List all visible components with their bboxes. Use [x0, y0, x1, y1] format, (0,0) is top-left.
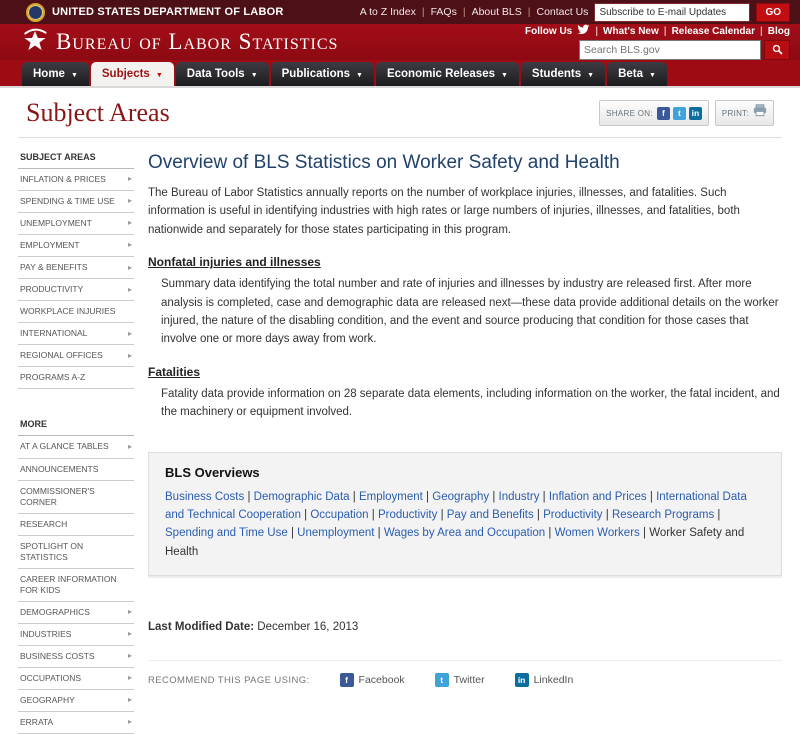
last-modified — [148, 618, 782, 636]
sidebar-item-spending-time-use[interactable] — [18, 191, 134, 213]
overview-current-page: Worker Safety and Health — [165, 527, 745, 558]
share-box — [599, 100, 709, 126]
twitter-icon[interactable]: t — [673, 107, 686, 120]
recommend-label: RECOMMEND THIS PAGE USING: — [148, 674, 310, 686]
sidebar-item-unemployment[interactable] — [18, 213, 134, 235]
sidebar-item-at-a-glance-tables[interactable] — [18, 436, 134, 458]
sidebar-item-workplace-injuries[interactable] — [18, 301, 134, 323]
tab-label: Subjects — [101, 68, 150, 80]
chevron-down-icon: ▼ — [500, 71, 508, 79]
separator: | — [349, 490, 359, 503]
utility-link-faqs[interactable]: FAQs — [430, 6, 457, 18]
separator: | — [646, 490, 657, 503]
utility-bar — [0, 0, 800, 24]
print-label: PRINT: — [721, 108, 749, 118]
twitter-bird-icon[interactable] — [577, 24, 590, 38]
separator: | — [368, 508, 378, 521]
share-label: SHARE ON: — [606, 108, 653, 118]
overview-link[interactable]: Wages by Area and Occupation — [383, 527, 546, 540]
chevron-down-icon: ▼ — [649, 71, 656, 79]
overview-link[interactable]: Spending and Time Use — [165, 527, 288, 540]
tab-label: Beta — [618, 68, 643, 80]
section-body-fatalities: Fatality data provide information on 28 separate data elements, including information on the worker, the fatal incident, and the machinery or equipment involved. — [161, 387, 780, 419]
chevron-right-icon: ▸ — [127, 717, 132, 727]
sidebar-item-errata[interactable] — [18, 712, 134, 734]
sidebar-item-label: COMMISSIONER'S CORNER — [20, 485, 95, 507]
recommend-facebook-label: Facebook — [358, 674, 405, 687]
dol-seal-icon — [26, 3, 45, 22]
overview-link[interactable]: Unemployment — [297, 527, 375, 540]
utility-link-contact-us[interactable]: Contact Us — [536, 6, 589, 18]
tab-label: Data Tools — [186, 68, 245, 80]
overview-link[interactable]: Research Programs — [611, 508, 715, 521]
chevron-down-icon: ▼ — [587, 71, 595, 79]
page — [0, 88, 800, 734]
sidebar-section-more — [18, 413, 134, 734]
page-title: Subject Areas — [26, 98, 170, 127]
sidebar-item-label: UNEMPLOYMENT — [20, 218, 92, 229]
brand-bar — [0, 24, 800, 60]
utility-tools — [360, 3, 790, 22]
printer-icon — [753, 104, 767, 122]
overview-link[interactable]: Productivity — [543, 508, 603, 521]
tab-label: Publications — [281, 68, 351, 80]
overviews-title: BLS Overviews — [165, 464, 260, 480]
brand-link-release-calendar[interactable]: Release Calendar — [671, 25, 755, 37]
recommend-row — [148, 660, 782, 687]
chevron-down-icon: ▼ — [356, 71, 363, 79]
sidebar-item-label: PROGRAMS A-Z — [20, 372, 86, 383]
separator: | — [244, 490, 254, 503]
sidebar-item-research[interactable] — [18, 514, 134, 536]
chevron-right-icon: ▸ — [127, 629, 132, 639]
go-button[interactable]: GO — [756, 3, 790, 22]
tab-home[interactable] — [22, 62, 89, 86]
separator: | — [421, 6, 425, 18]
main-nav — [0, 60, 800, 88]
chevron-right-icon: ▸ — [127, 328, 132, 338]
tab-beta[interactable] — [607, 62, 667, 86]
tab-publications[interactable] — [271, 62, 374, 86]
utility-links — [360, 6, 589, 18]
sidebar-item-business-costs[interactable] — [18, 646, 134, 668]
utility-link-a-to-z-index[interactable]: A to Z Index — [359, 6, 416, 18]
overview-link[interactable]: Pay and Benefits — [446, 508, 534, 521]
main-content — [148, 146, 782, 734]
chevron-right-icon: ▸ — [127, 350, 132, 360]
overview-link[interactable]: Geography — [432, 490, 490, 503]
separator: | — [602, 508, 612, 521]
tab-data-tools[interactable] — [176, 62, 269, 86]
brand-link-blog[interactable]: Blog — [767, 25, 790, 37]
overview-links — [165, 488, 765, 562]
separator: | — [759, 25, 763, 37]
follow-row — [525, 24, 790, 38]
bls-star-icon — [22, 27, 48, 57]
sidebar-item-label: CAREER INFORMATION FOR KIDS — [20, 573, 117, 595]
separator: | — [714, 508, 721, 521]
sidebar-item-programs-a-z[interactable] — [18, 367, 134, 389]
content-heading: Overview of BLS Statistics on Worker Safety and Health — [148, 152, 620, 173]
separator: | — [489, 490, 499, 503]
sidebar-item-label: PAY & BENEFITS — [20, 262, 88, 273]
separator: | — [462, 6, 466, 18]
separator: | — [533, 508, 544, 521]
separator: | — [437, 508, 447, 521]
search-input[interactable] — [579, 40, 761, 60]
agency-branding — [26, 3, 283, 22]
sidebar-item-pay-benefits[interactable] — [18, 257, 134, 279]
brand-title: Bureau of Labor Statistics — [56, 29, 339, 54]
chevron-right-icon: ▸ — [127, 284, 132, 294]
overview-link[interactable]: Business Costs — [165, 490, 245, 503]
chevron-right-icon: ▸ — [127, 673, 132, 683]
overview-link[interactable]: Productivity — [377, 508, 438, 521]
separator: | — [639, 527, 650, 540]
chevron-right-icon: ▸ — [127, 262, 132, 272]
chevron-right-icon: ▸ — [127, 441, 132, 451]
tab-economic-releases[interactable] — [376, 62, 519, 86]
share-icons — [657, 107, 702, 120]
overview-link[interactable]: Industry — [498, 490, 540, 503]
recommend-twitter-label: Twitter — [453, 674, 485, 687]
agency-name: UNITED STATES DEPARTMENT OF LABOR — [52, 6, 284, 18]
separator: | — [300, 508, 311, 521]
tab-label: Home — [33, 68, 65, 80]
recommend-icons — [310, 673, 574, 687]
chevron-down-icon: ▼ — [70, 71, 78, 79]
subscribe-email-input[interactable] — [594, 3, 750, 22]
sidebar-item-label: ANNOUNCEMENTS — [20, 463, 99, 474]
separator: | — [287, 527, 298, 540]
linkedin-icon[interactable]: in — [515, 673, 529, 687]
chevron-right-icon: ▸ — [127, 240, 132, 250]
sidebar-header: SUBJECT AREAS — [18, 146, 134, 169]
recommend-twitter[interactable] — [435, 673, 485, 687]
sidebar-item-occupations[interactable] — [18, 668, 134, 690]
sidebar-item-label: GEOGRAPHY — [20, 695, 75, 706]
sidebar-item-announcements[interactable] — [18, 459, 134, 481]
title-row — [18, 88, 782, 137]
sidebar-item-productivity[interactable] — [18, 279, 134, 301]
overview-link[interactable]: Inflation and Prices — [548, 490, 647, 503]
chevron-right-icon: ▸ — [127, 651, 132, 661]
section-nonfatal — [148, 255, 782, 349]
tab-label: Students — [531, 68, 582, 80]
sidebar-item-label: EMPLOYMENT — [20, 240, 80, 251]
search-icon — [772, 43, 783, 58]
intro-paragraph: The Bureau of Labor Statistics annually reports on the number of workplace injuries, illnesses, and fatalities. Such information is useful in identifying industries with high rates or large numbers of injuries, illnesses, and fatalities, both nationwide and separately for those states participating in this program. — [148, 187, 740, 236]
sidebar-item-label: WORKPLACE INJURIES — [20, 306, 116, 317]
separator: | — [422, 490, 433, 503]
sidebar-item-label: INTERNATIONAL — [20, 328, 88, 339]
separator: | — [374, 527, 384, 540]
overview-link[interactable]: Employment — [358, 490, 423, 503]
sidebar-item-career-information-for-kids[interactable] — [18, 569, 134, 602]
sidebar-item-demographics[interactable] — [18, 602, 134, 624]
facebook-icon[interactable]: f — [340, 673, 354, 687]
separator: | — [527, 6, 531, 18]
sidebar-section-subject-areas — [18, 146, 134, 389]
brand-tools — [525, 24, 790, 60]
overview-link[interactable]: International Data and Technical Cooperation — [165, 490, 747, 521]
sidebar-item-label: BUSINESS COSTS — [20, 650, 95, 661]
section-heading-fatalities: Fatalities — [148, 364, 201, 379]
recommend-facebook[interactable] — [340, 673, 405, 687]
sidebar-header: MORE — [18, 413, 134, 436]
overview-link[interactable]: Women Workers — [554, 527, 640, 540]
sidebar-item-spotlight-on-statistics[interactable] — [18, 536, 134, 569]
recommend-linkedin[interactable] — [515, 673, 574, 687]
title-tools — [599, 100, 774, 126]
sidebar — [18, 146, 134, 734]
search-button[interactable] — [764, 40, 790, 60]
sidebar-item-regional-offices[interactable] — [18, 345, 134, 367]
section-body-nonfatal: Summary data identifying the total number and rate of injuries and illnesses by industry are released first. After more analysis is completed, case and demographic data are released next—these data provide additional details on the worker injured, the nature of the disabling condition, and the event and source producing that condition for those cases that involve one or more days away from work. — [161, 278, 779, 346]
search-row — [579, 40, 790, 60]
chevron-right-icon: ▸ — [127, 218, 132, 228]
twitter-icon[interactable]: t — [435, 673, 449, 687]
tab-students[interactable] — [521, 62, 605, 86]
section-heading-nonfatal: Nonfatal injuries and illnesses — [148, 255, 321, 270]
separator: | — [595, 25, 599, 37]
sidebar-item-label: SPOTLIGHT ON STATISTICS — [20, 540, 84, 562]
chevron-down-icon: ▼ — [155, 71, 163, 79]
bls-logo — [22, 27, 338, 57]
sidebar-item-inflation-prices[interactable] — [18, 169, 134, 191]
sidebar-item-label: RESEARCH — [20, 518, 68, 529]
facebook-icon[interactable]: f — [657, 107, 670, 120]
chevron-right-icon: ▸ — [127, 196, 132, 206]
sidebar-item-industries[interactable] — [18, 624, 134, 646]
overview-link[interactable]: Demographic Data — [253, 490, 350, 503]
separator: | — [663, 25, 667, 37]
chevron-right-icon: ▸ — [127, 695, 132, 705]
sidebar-item-international[interactable] — [18, 323, 134, 345]
tab-label: Economic Releases — [386, 68, 495, 80]
utility-link-about-bls[interactable]: About BLS — [471, 6, 522, 18]
recommend-linkedin-label: LinkedIn — [533, 674, 574, 687]
section-fatalities — [148, 365, 782, 422]
sidebar-item-label: SPENDING & TIME USE — [20, 196, 115, 207]
sidebar-item-label: PRODUCTIVITY — [20, 284, 84, 295]
sidebar-item-label: REGIONAL OFFICES — [20, 350, 103, 361]
follow-us-label: Follow Us — [525, 25, 573, 37]
brand-link-what-s-new[interactable]: What's New — [603, 25, 659, 37]
linkedin-icon[interactable]: in — [689, 107, 702, 120]
sidebar-item-geography[interactable] — [18, 690, 134, 712]
sidebar-item-label: INFLATION & PRICES — [20, 174, 106, 184]
separator: | — [539, 490, 549, 503]
tab-subjects[interactable] — [91, 62, 174, 86]
sidebar-item-label: DEMOGRAPHICS — [20, 606, 90, 617]
sidebar-item-label: ERRATA — [20, 717, 54, 728]
columns — [18, 138, 782, 734]
last-modified-label: Last Modified Date: — [148, 621, 255, 634]
chevron-right-icon: ▸ — [127, 174, 132, 184]
chevron-down-icon: ▼ — [250, 71, 258, 79]
sidebar-item-label: OCCUPATIONS — [20, 673, 82, 684]
sidebar-item-employment[interactable] — [18, 235, 134, 257]
sidebar-item-commissioner-s-corner[interactable] — [18, 481, 134, 514]
overview-link[interactable]: Occupation — [310, 508, 369, 521]
bls-overviews-box — [148, 452, 782, 577]
sidebar-item-label: INDUSTRIES — [20, 628, 72, 639]
chevron-right-icon: ▸ — [127, 607, 132, 617]
print-button[interactable] — [715, 100, 774, 126]
last-modified-value: December 16, 2013 — [257, 621, 359, 634]
separator: | — [545, 527, 555, 540]
sidebar-item-label: AT A GLANCE TABLES — [20, 441, 109, 452]
brand-links — [595, 26, 790, 37]
